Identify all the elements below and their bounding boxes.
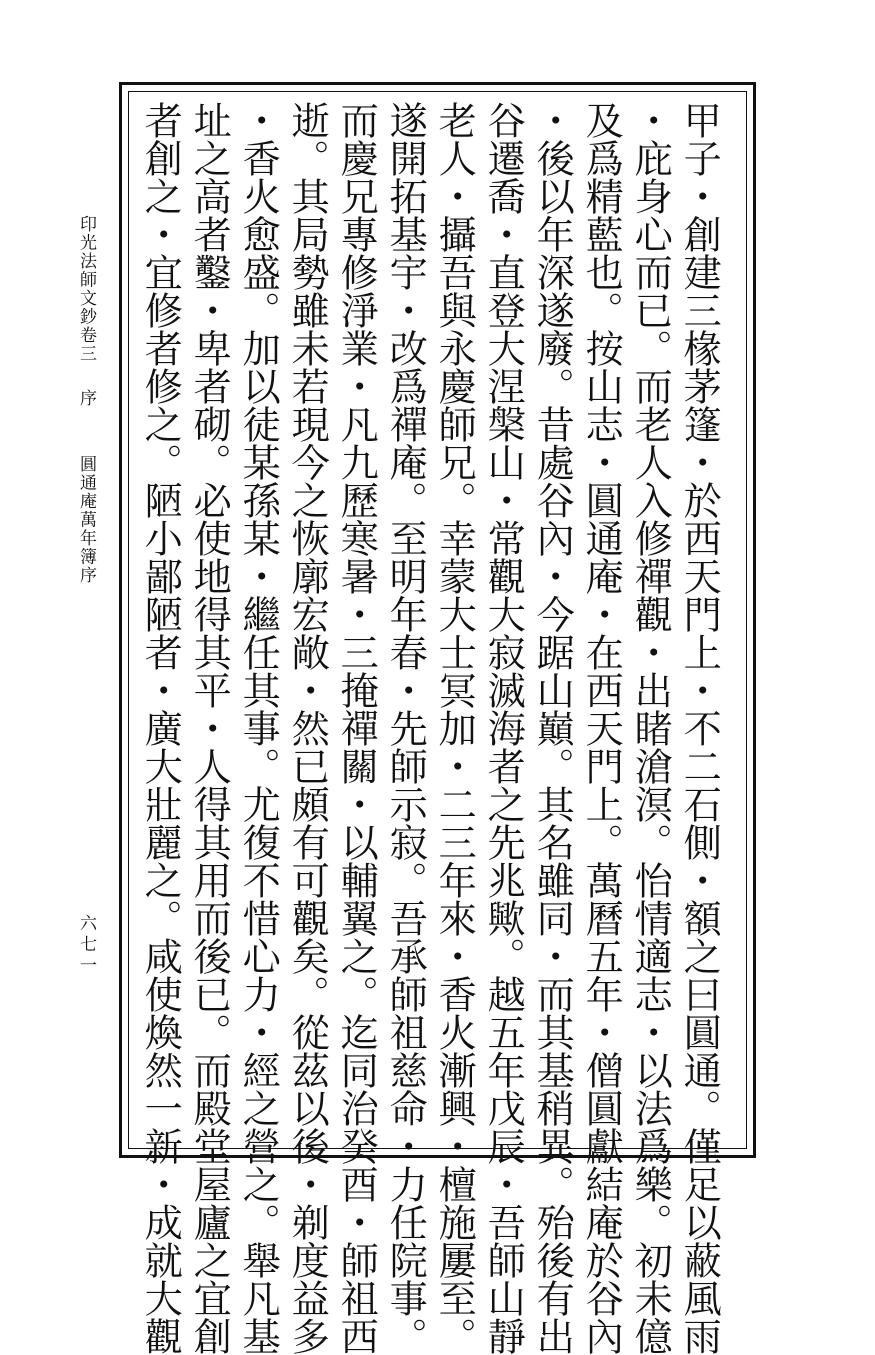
text-line: 逝。其局勢雖未若現今之恢廓宏敞・然已頗有可觀矣。從茲以後・剃度益多 bbox=[284, 101, 329, 1355]
text-line: 者創之・宜修者修之。陋小鄙陋者・廣大壯麗之。咸使煥然一新・成就大觀 bbox=[137, 101, 182, 1355]
book-title: 印光法師文鈔卷三 bbox=[76, 215, 96, 363]
page-number: 六七一 bbox=[76, 914, 96, 977]
text-line: 址之高者鑿・卑者砌。必使地得其平・人得其用而後已。而殿堂屋廬之宜創 bbox=[186, 101, 231, 1355]
text-line: 及爲精藍也。按山志・圓通庵・在西天門上。萬曆五年・僧圓獻結庵於谷內 bbox=[578, 101, 623, 1355]
text-line: 谷遷喬・直登大涅槃山・常觀大寂滅海者之先兆歟。越五年戊辰・吾師山靜 bbox=[480, 101, 525, 1355]
text-line: ・香火愈盛。加以徒某孫某・繼任其事。尤復不惜心力・經之營之。舉凡基 bbox=[235, 101, 280, 1355]
article-title: 圓通庵萬年簿序 bbox=[76, 455, 96, 585]
text-line: ・庇身心而已。而老人入修禪觀・出睹滄溟。怡情適志・以法爲樂。初未億 bbox=[627, 101, 672, 1355]
text-line: ・後以年深遂廢。昔處谷內・今踞山巔。其名雖同・而其基稍異。殆後有出 bbox=[529, 101, 574, 1355]
text-line: 甲子・創建三椽茅篷・於西天門上・不二石側・額之曰圓通。僅足以蔽風雨 bbox=[676, 101, 721, 1355]
text-line: 遂開拓基宇・改爲禪庵。至明年春・先師示寂。吾承師祖慈命・力任院事。 bbox=[382, 101, 427, 1355]
text-line: 而慶兄專修淨業・凡九歷寒暑・三掩禪關・以輔翼之。迄同治癸酉・師祖西 bbox=[333, 101, 378, 1355]
section-label: 序 bbox=[76, 389, 96, 408]
text-line: 老人・攝吾與永慶師兄。幸蒙大士冥加・二三年來・香火漸興・檀施屢至。 bbox=[431, 101, 476, 1355]
